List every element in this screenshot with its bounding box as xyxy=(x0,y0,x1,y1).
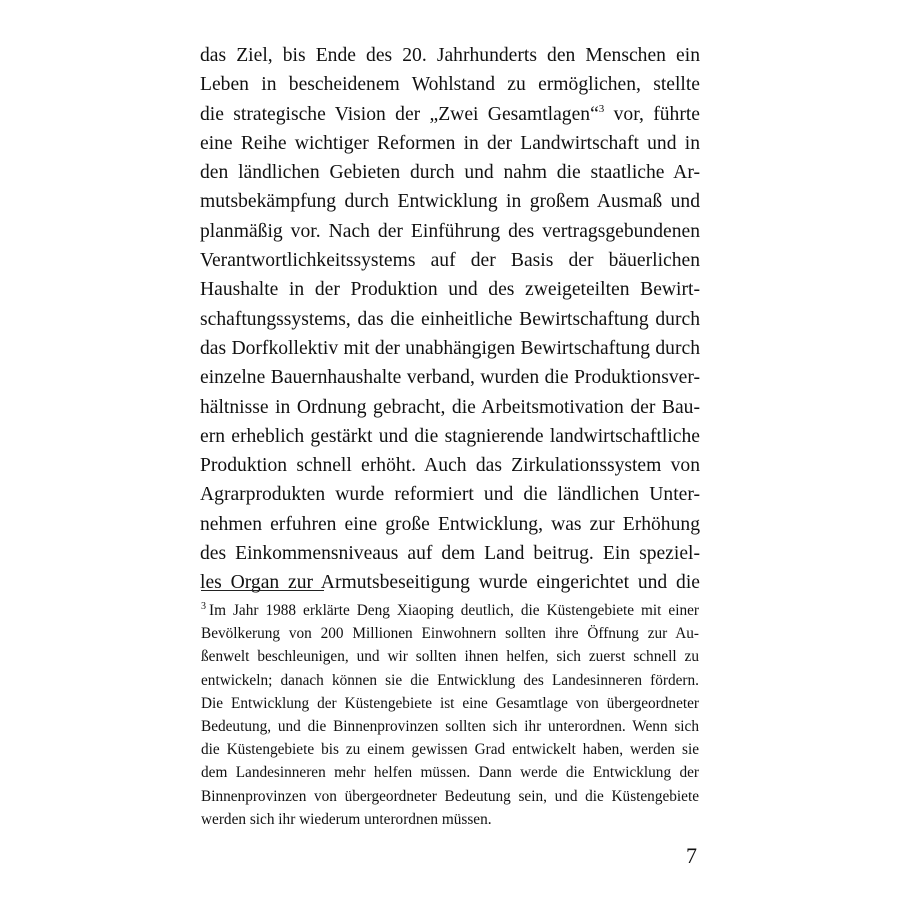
footnote-line: dem Landesinneren mehr helfen müssen. Dann werde die Entwicklung der xyxy=(201,764,699,782)
footnote-block xyxy=(201,599,699,831)
body-line: mutsbekämpfung durch Entwicklung in großem Ausmaß und xyxy=(200,191,700,213)
footnote-line: Die Entwicklung der Küstengebiete ist eine Gesamtlage von übergeordneter xyxy=(201,694,699,712)
footnote-line: ßenwelt beschleunigen, und wir sollten ihnen helfen, sich zuerst schnell zu xyxy=(201,648,699,666)
body-line: planmäßig vor. Nach der Einführung des vertragsgebundenen xyxy=(200,220,700,242)
footnote-separator xyxy=(201,590,324,591)
footnote-line: Binnenprovinzen von übergeordneter Bedeutung sein, und die Küstengebiete xyxy=(201,787,699,805)
footnote-reference[interactable]: 3 xyxy=(598,102,605,115)
body-line: hältnisse in Ordnung gebracht, die Arbeitsmotivation der Bau- xyxy=(200,396,700,418)
body-line: das Dorfkollektiv mit der unabhängigen Bewirtschaftung durch xyxy=(200,337,700,359)
body-line: Verantwortlichkeitssystems auf der Basis der bäuerlichen xyxy=(200,250,700,272)
body-line: das Ziel, bis Ende des 20. Jahrhunderts den Menschen ein xyxy=(200,45,700,66)
body-line-tail: vor, führte xyxy=(604,103,700,125)
footnote-line-last: werden sich ihr wiederum unterordnen müssen. xyxy=(201,810,492,828)
main-text-block xyxy=(200,41,700,598)
footnote-marker: 3 xyxy=(201,601,206,612)
body-line: einzelne Bauernhaushalte verband, wurden die Produktionsver- xyxy=(200,367,700,389)
body-line: Haushalte in der Produktion und des zweigeteilten Bewirt- xyxy=(200,279,700,301)
footnote-line: Bevölkerung von 200 Millionen Einwohnern sollten ihre Öffnung zur Au- xyxy=(201,625,699,643)
body-line: eine Reihe wichtiger Reformen in der Landwirtschaft und in xyxy=(200,132,700,154)
body-line-with-footnote-ref xyxy=(200,100,700,129)
footnote-line: die Küstengebiete bis zu einem gewissen Grad entwickelt haben, werden sie xyxy=(201,741,699,759)
footnote-line-first xyxy=(201,599,699,622)
body-line: Agrarprodukten wurde reformiert und die ländlichen Unter- xyxy=(200,484,700,506)
body-line: ern erheblich gestärkt und die stagnierende landwirtschaftliche xyxy=(200,425,700,447)
body-line: Leben in bescheidenem Wohlstand zu ermöglichen, stellte xyxy=(200,74,700,96)
body-line: nehmen erfuhren eine große Entwicklung, was zur Erhöhung xyxy=(200,513,700,535)
body-line: schaftungssystems, das die einheitliche Bewirtschaftung durch xyxy=(200,308,700,330)
footnote-line: Bedeutung, und die Binnenprovinzen sollten sich ihr unterordnen. Wenn sich xyxy=(201,717,699,735)
page-number: 7 xyxy=(686,843,697,868)
footnote-line-text: Im Jahr 1988 erklärte Deng Xiaoping deutlich, die Küstengebiete mit einer xyxy=(209,602,699,619)
body-line: les Organ zur Armutsbeseitigung wurde eingerichtet und die xyxy=(200,572,700,594)
body-line-head: die strategische Vision der „Zwei Gesamtlagen“ xyxy=(200,103,599,125)
body-line: des Einkommensniveaus auf dem Land beitrug. Ein speziel- xyxy=(200,543,700,565)
footnote-line: entwickeln; danach können sie die Entwicklung des Landesinneren fördern. xyxy=(201,671,699,689)
body-line: Produktion schnell erhöht. Auch das Zirkulationssystem von xyxy=(200,455,700,477)
body-line: den ländlichen Gebieten durch und nahm die staatliche Ar- xyxy=(200,162,700,184)
